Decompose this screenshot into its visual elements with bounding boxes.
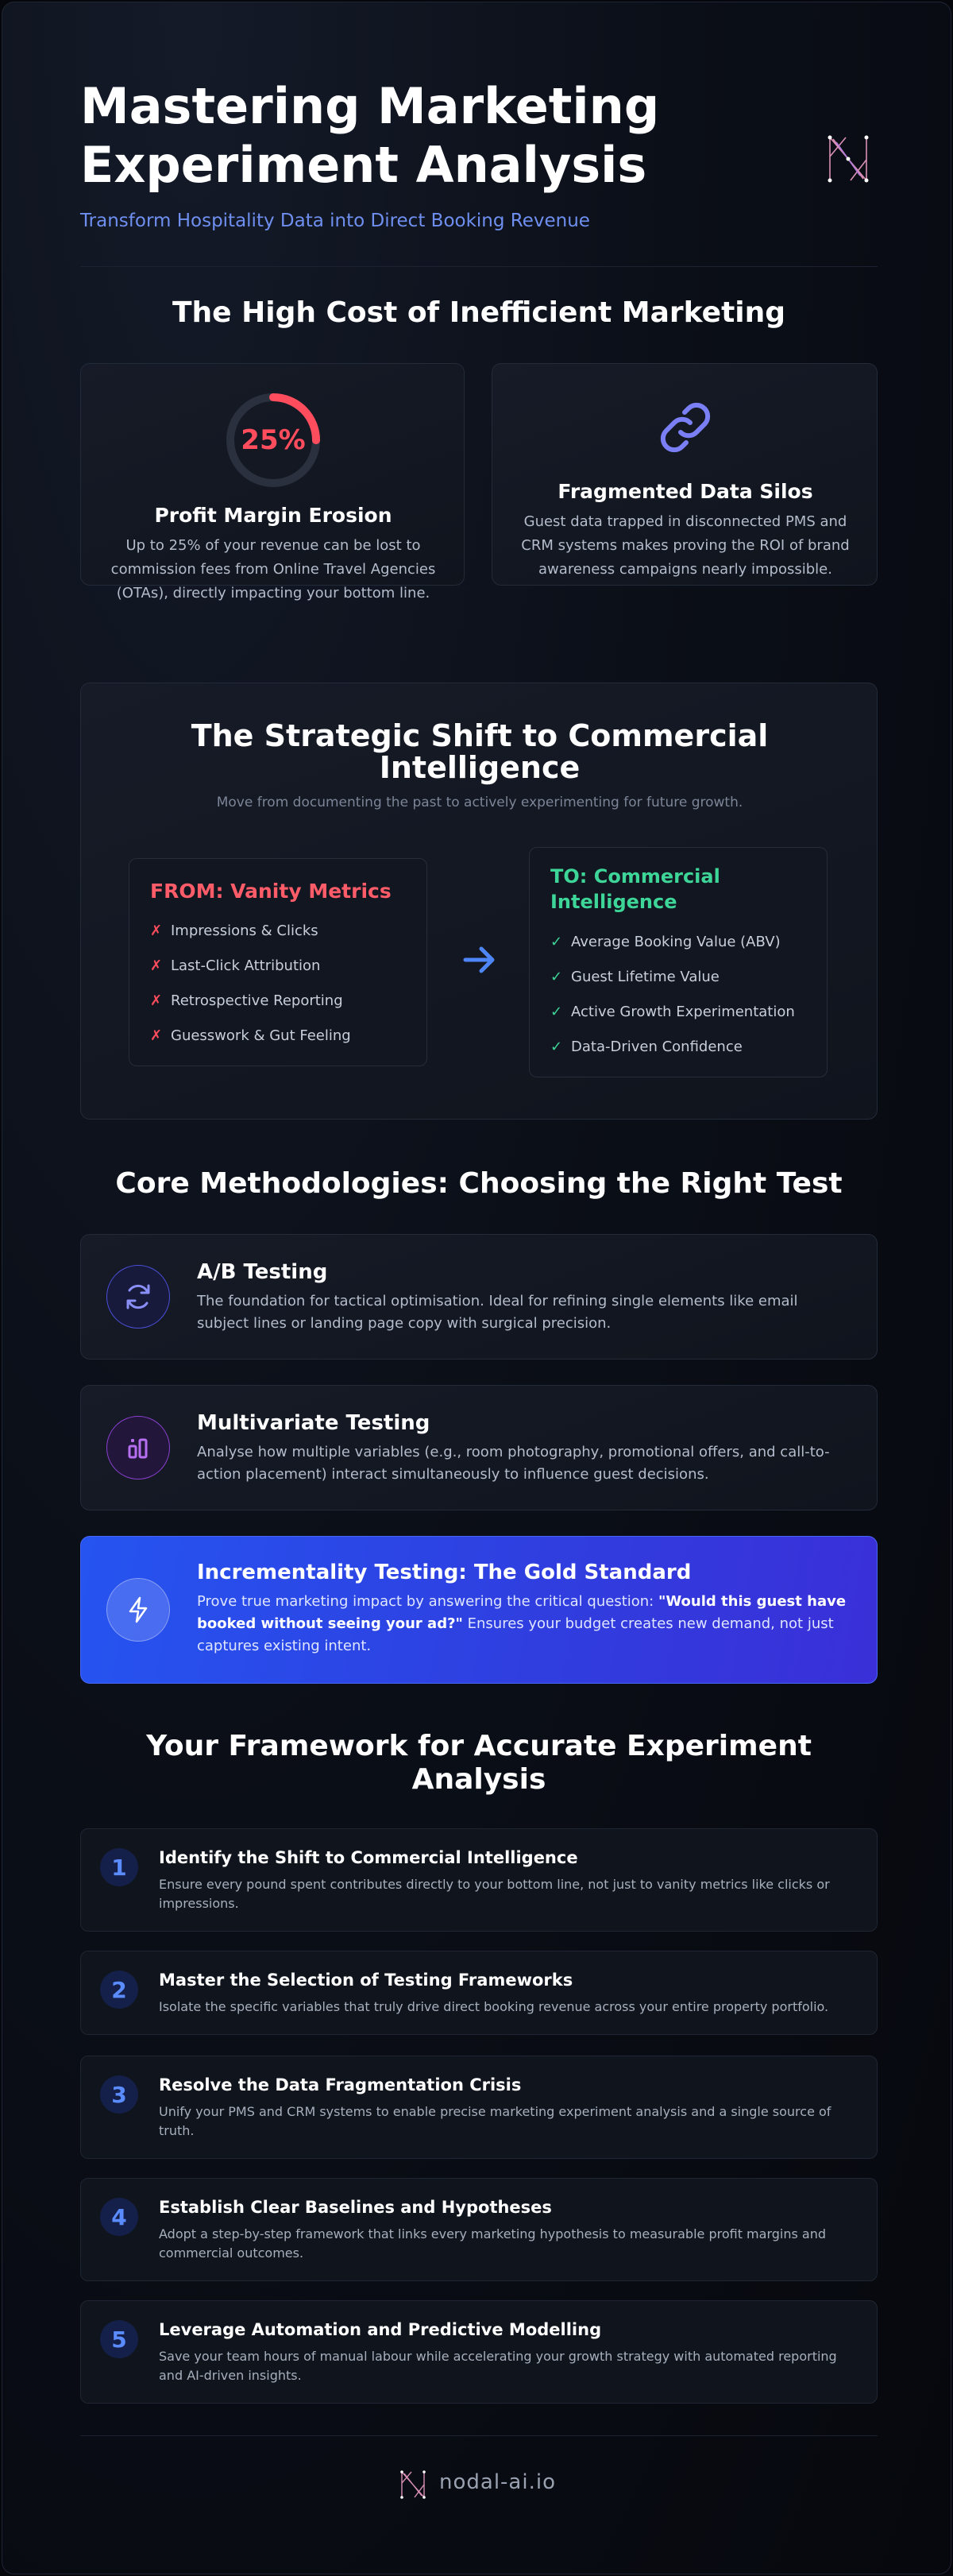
from-item: ✗ Retrospective Reporting	[150, 992, 343, 1009]
multivariate-testing-text: Analyse how multiple variables (e.g., room photography, promotional offers, and call-to-action placement) interact simultaneously to influence guest decisions.	[197, 1444, 830, 1483]
critical-question: "Would this guest have booked without seeing your ad?"	[197, 1593, 847, 1632]
step-title: Master the Selection of Testing Frameworks	[159, 1971, 573, 1990]
from-item: ✗ Impressions & Clicks	[150, 922, 318, 939]
framework-section-title: Your Framework for Accurate Experiment Analysis	[146, 1730, 812, 1796]
step-number: 2	[100, 1971, 138, 2009]
check-icon: ✓	[550, 969, 563, 985]
cross-icon: ✗	[150, 957, 163, 974]
bar-chart-icon	[106, 1416, 170, 1479]
cross-icon: ✗	[150, 992, 163, 1009]
nodal-network-logo-icon	[397, 2469, 429, 2501]
step-text: Unify your PMS and CRM systems to enable precise marketing experiment analysis and a single source of truth.	[159, 2104, 831, 2138]
infographic-frame	[2, 2, 951, 2574]
profit-margin-ring	[224, 391, 322, 489]
step-number: 4	[100, 2198, 138, 2236]
step-title: Identify the Shift to Commercial Intelligence	[159, 1848, 578, 1867]
to-title: TO: Commercial Intelligence	[550, 865, 720, 913]
framework-step	[80, 2178, 878, 2281]
cross-icon: ✗	[150, 922, 163, 939]
cross-icon: ✗	[150, 1027, 163, 1044]
refresh-cycle-icon	[106, 1265, 170, 1329]
ab-testing-card	[80, 1234, 878, 1360]
footer-divider	[80, 2435, 878, 2436]
arrow-right-icon	[461, 941, 499, 979]
from-vanity-card	[129, 858, 427, 1066]
incrementality-testing-title: Incrementality Testing: The Gold Standard	[197, 1561, 692, 1584]
to-item: ✓ Average Booking Value (ABV)	[550, 934, 781, 950]
step-text: Isolate the specific variables that truly drive direct booking revenue across your entire property portfolio.	[159, 1999, 829, 2014]
profit-margin-title: Profit Margin Erosion	[154, 504, 392, 527]
multivariate-testing-title: Multivariate Testing	[197, 1411, 430, 1435]
step-number: 1	[100, 1848, 138, 1886]
data-silos-text: Guest data trapped in disconnected PMS and CRM systems makes proving the ROI of brand awareness campaigns nearly impossible.	[521, 513, 850, 578]
step-text: Save your team hours of manual labour while accelerating your growth strategy with automated reporting and AI-driven insights.	[159, 2349, 837, 2383]
data-silos-title: Fragmented Data Silos	[558, 480, 813, 503]
page-title: Mastering Marketing Experiment Analysis	[80, 77, 660, 194]
footer-brand: nodal-ai.io	[439, 2470, 556, 2494]
step-number: 3	[100, 2075, 138, 2114]
step-title: Leverage Automation and Predictive Modelling	[159, 2320, 602, 2339]
profit-margin-text: Up to 25% of your revenue can be lost to commission fees from Online Travel Agencies (OTAs), directly impacting your bottom line.	[110, 537, 436, 601]
link-icon	[654, 396, 717, 459]
nodal-network-logo-icon	[822, 133, 874, 185]
methods-section-title: Core Methodologies: Choosing the Right Test	[115, 1167, 843, 1200]
to-commercial-card	[529, 847, 828, 1077]
ab-testing-title: A/B Testing	[197, 1260, 328, 1284]
to-item: ✓ Active Growth Experimentation	[550, 1004, 795, 1020]
from-title: FROM: Vanity Metrics	[150, 880, 392, 903]
header-divider	[80, 266, 878, 267]
shift-section-subtitle: Move from documenting the past to actively experimenting for future growth.	[216, 795, 743, 810]
multivariate-testing-card	[80, 1385, 878, 1510]
to-item: ✓ Data-Driven Confidence	[550, 1039, 743, 1055]
from-item: ✗ Last-Click Attribution	[150, 957, 321, 974]
data-silos-card	[492, 363, 878, 586]
check-icon: ✓	[550, 934, 563, 950]
framework-step	[80, 2056, 878, 2159]
lightning-bolt-icon	[106, 1578, 170, 1642]
incrementality-testing-card	[80, 1536, 878, 1684]
ab-testing-text: The foundation for tactical optimisation. Ideal for refining single elements like email subject lines or landing page copy with surgical precision.	[197, 1293, 798, 1332]
step-text: Ensure every pound spent contributes directly to your bottom line, not just to vanity metrics like clicks or impressions.	[159, 1877, 830, 1911]
page-subtitle: Transform Hospitality Data into Direct Booking Revenue	[80, 211, 590, 231]
framework-step	[80, 2300, 878, 2404]
strategic-shift-panel	[80, 683, 878, 1120]
incrementality-testing-text: Prove true marketing impact by answering the critical question: "Would this guest have booked without seeing your ad?" Ensures your budget creates new demand, not just captures existing intent.	[197, 1593, 847, 1654]
profit-margin-card	[80, 363, 465, 601]
shift-section-title: The Strategic Shift to Commercial Intelligence	[191, 718, 769, 785]
step-title: Resolve the Data Fragmentation Crisis	[159, 2075, 522, 2094]
from-item: ✗ Guesswork & Gut Feeling	[150, 1027, 351, 1044]
cost-section-title: The High Cost of Inefficient Marketing	[172, 296, 786, 329]
framework-step	[80, 1828, 878, 1932]
check-icon: ✓	[550, 1004, 563, 1020]
profit-margin-stat: 25%	[241, 424, 306, 456]
step-text: Adopt a step-by-step framework that links every marketing hypothesis to measurable profit margins and commercial outcomes.	[159, 2226, 827, 2261]
framework-step	[80, 1951, 878, 2035]
step-number: 5	[100, 2320, 138, 2358]
check-icon: ✓	[550, 1039, 563, 1055]
to-item: ✓ Guest Lifetime Value	[550, 969, 720, 985]
step-title: Establish Clear Baselines and Hypotheses	[159, 2198, 552, 2217]
